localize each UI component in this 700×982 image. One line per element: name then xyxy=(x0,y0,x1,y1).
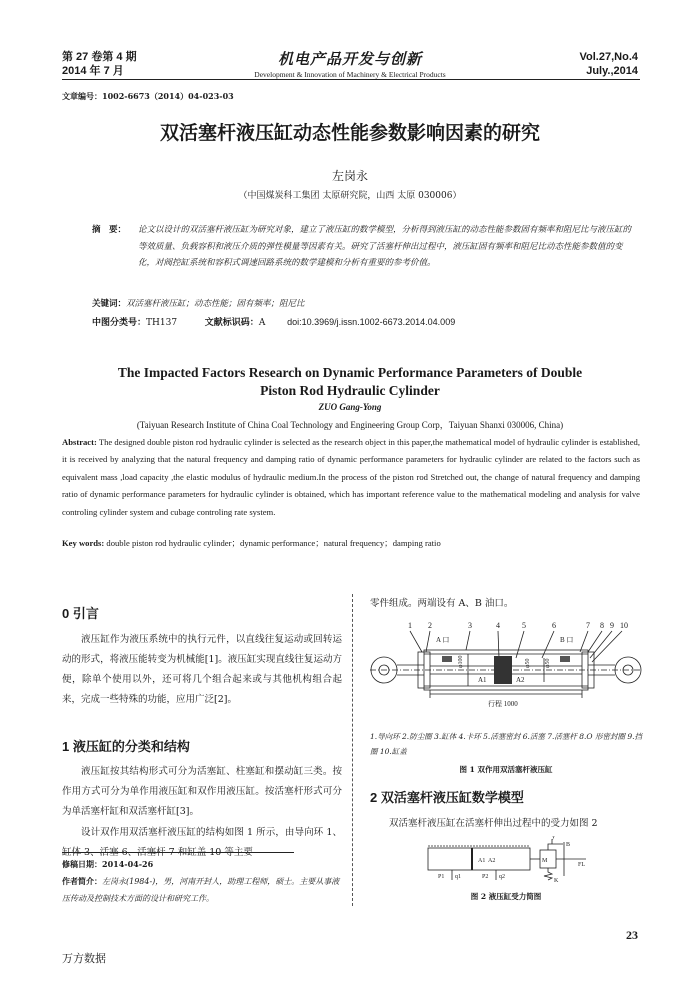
area-a1-label: A1 xyxy=(478,676,487,684)
callout-8: 8 xyxy=(600,621,604,630)
bio-label: 作者简介： xyxy=(62,876,102,886)
abstract-en-body: The designed double piston rod hydraulic cylinder is selected as the research object in this paper,the mathematical model of hydraulic cylinder is established, it is received by analyzing that the natural frequency and damping ratio of dynamic performance parameters for hydraulic cylinder are related to the factors such as equivalent mass ,load capacity ,the elastic modulus of hydraulic medium.In the process of the piston rod Stretched out, the change of natural frequency and damping ratio of dynamic performance parameters for hydraulic cylinder is obtained, which has important reference value to the mathematical modeling and analysis for valve controling cylinder system and cubage controling rate system. xyxy=(62,437,640,517)
fig2-b-label: B xyxy=(566,842,571,848)
stroke-label: 行程 1000 xyxy=(488,700,518,708)
fig2-fl-label: FL xyxy=(578,862,586,868)
keywords-en-value: double piston rod hydraulic cylinder；dynamic performance；natural frequency；damping ratio xyxy=(106,538,441,548)
figure-1-legend: 1.导向环 2.防尘圈 3.缸体 4.卡环 5.活塞密封 6.活塞 7.活塞杆 8.O 形密封圈 9.挡圈 10.缸盖 xyxy=(370,732,643,756)
figure-2-caption: 图 2 液压缸受力简图 xyxy=(470,892,542,901)
section-1-title: 1 液压缸的分类和结构 xyxy=(62,739,190,754)
callout-10: 10 xyxy=(620,621,628,630)
journal-title-cn: 机电产品开发与创新 xyxy=(277,50,422,68)
keywords-cn xyxy=(92,297,305,309)
title-en-line2: Piston Rod Hydraulic Cylinder xyxy=(260,383,440,398)
title-en xyxy=(100,364,600,400)
callout-4: 4 xyxy=(496,621,500,630)
doc-code-label: 文献标识码： xyxy=(204,318,259,328)
author-en: ZUO Gang-Yong xyxy=(318,402,382,412)
clc-label: 中图分类号： xyxy=(92,318,147,328)
page-number: 23 xyxy=(626,928,638,942)
abstract-cn-body: 论文以设计的双活塞杆液压缸为研究对象，建立了液压缸的数学模型，分析得到液压缸的动态性能参数固有频率和阻尼比与液压缸的等效质量、负载容积和液压介质的弹性模量等因素有关。研究了活塞杆伸出过程中，液压缸固有频率和阻尼比动态性能参数值的变化，对阀控缸系统和容积式调速回路系统的数学建模和分析有重要的参考价值。 xyxy=(138,225,632,268)
section-2-paragraph: 双活塞杆液压缸在活塞杆伸出过程中的受力如图 2 xyxy=(389,818,598,829)
header-issue xyxy=(62,50,137,78)
author-cn: 左岗永 xyxy=(331,169,368,183)
fig2-q1-label: q1 xyxy=(455,874,461,880)
footnote-rule xyxy=(62,852,294,853)
column-divider xyxy=(352,594,353,906)
dim-50-a: φ50 xyxy=(525,658,531,668)
section-0-paragraph: 液压缸作为液压系统中的执行元件，以直线往复运动或回转运动的形式，将液压能转变为机械能[1]。液压缸实现直线往复运动方便，除单个使用以外，还可将几个组合起来或与其他机构组合起来，完成一些特殊的功能，应用广泛[2]。 xyxy=(62,634,342,705)
header-volume: 第 27 卷第 4 期 xyxy=(62,51,137,63)
area-a2-label: A2 xyxy=(516,676,525,684)
classification-line xyxy=(92,315,455,328)
fig2-k-label: K xyxy=(554,878,559,884)
header-month: July.,2014 xyxy=(586,65,638,77)
header-vol-no: Vol.27,No.4 xyxy=(579,51,638,63)
doi: doi:10.3969/j.issn.1002-6673.2014.04.009 xyxy=(287,317,456,327)
watermark: 万方数据 xyxy=(62,952,106,965)
callout-9: 9 xyxy=(610,621,614,630)
callout-6: 6 xyxy=(552,621,556,630)
footnote-received xyxy=(62,856,342,873)
header-date: 2014 年 7 月 xyxy=(62,65,124,77)
clc-value: TH137 xyxy=(146,318,178,328)
header-rule xyxy=(62,79,640,80)
fig2-a1-label: A1 xyxy=(478,858,486,864)
section-2-title: 2 双活塞杆液压缸数学模型 xyxy=(370,790,524,805)
figure-1-caption: 图 1 双作用双活塞杆液压缸 xyxy=(459,765,553,774)
abstract-cn xyxy=(92,222,632,268)
dim-50-b: φ50 xyxy=(545,658,551,668)
footnote xyxy=(62,856,342,907)
fig2-p1-label: P1 xyxy=(438,874,445,880)
callout-3: 3 xyxy=(468,621,472,630)
footnote-bio xyxy=(62,873,342,907)
header-volume-en xyxy=(580,50,638,78)
keywords-cn-label: 关键词： xyxy=(92,299,127,309)
bio-text: 左岗永(1984-)，男，河南开封人，助理工程师，硕士。主要从事液压传动及控制技术方面的设计和研究工作。 xyxy=(62,877,340,903)
port-a-label: A 口 xyxy=(436,636,450,644)
right-paragraph-0: 零件组成。两端设有 A、B 油口。 xyxy=(370,598,514,609)
abstract-en-label: Abstract: xyxy=(62,437,97,447)
callout-1: 1 xyxy=(408,621,412,630)
received-date: 2014-04-26 xyxy=(102,859,154,869)
figure-1-cylinder xyxy=(366,618,646,726)
article-number: 文章编号：1002-6673（2014）04-023-03 xyxy=(62,91,234,101)
callout-5: 5 xyxy=(522,621,526,630)
right-seal xyxy=(560,656,570,662)
section-0-title: 0 引言 xyxy=(62,606,99,621)
left-seal xyxy=(442,656,452,662)
callout-2: 2 xyxy=(428,621,432,630)
title-en-line1: The Impacted Factors Research on Dynamic Performance Parameters of Double xyxy=(117,365,583,380)
doc-code-value: A xyxy=(258,318,266,328)
title-cn: 双活塞杆液压缸动态性能参数影响因素的研究 xyxy=(159,122,540,144)
affiliation-en: (Taiyuan Research Institute of China Coal Technology and Engineering Group Corp，Taiyuan Shanxi 030006, China) xyxy=(136,420,564,430)
keywords-en-label: Key words: xyxy=(62,538,105,548)
fig2-q2-label: q2 xyxy=(499,874,505,880)
callout-7: 7 xyxy=(586,621,590,630)
fig2-p2-label: P2 xyxy=(482,874,489,880)
keywords-en xyxy=(62,537,441,549)
received-label: 修稿日期： xyxy=(62,859,102,869)
fig2-y-label: y xyxy=(552,836,555,840)
section-1-paragraph-1: 液压缸按其结构形式可分为活塞缸、柱塞缸和摆动缸三类。按作用方式可分为单作用液压缸和双作用液压缸。按活塞杆形式可分为单活塞杆缸和双活塞杆缸[3]。 xyxy=(62,766,342,817)
dim-100: φ100 xyxy=(458,655,464,668)
header-journal xyxy=(200,48,500,79)
abstract-cn-label: 摘 要： xyxy=(92,225,127,235)
fig2-m-label: M xyxy=(542,858,548,864)
piston xyxy=(494,656,512,684)
affiliation-cn: （中国煤炭科工集团 太原研究院，山西 太原 030006） xyxy=(238,191,462,201)
journal-title-en: Development & Innovation of Machinery & Electrical Products xyxy=(254,70,446,79)
spring-k xyxy=(544,868,552,880)
port-b-label: B 口 xyxy=(560,636,574,644)
keywords-cn-value: 双活塞杆液压缸；动态性能；固有频率；阻尼比 xyxy=(126,299,305,309)
figure-2-force-diagram xyxy=(418,836,598,888)
fig2-a2-label: A2 xyxy=(488,858,496,864)
section-1-paragraph-2: 设计双作用双活塞杆液压缸的结构如图 1 所示，由导向环 1、缸体 3、活塞 6、活塞杆 7 和缸盖 10 等主要 xyxy=(62,827,342,858)
abstract-en xyxy=(62,434,640,521)
